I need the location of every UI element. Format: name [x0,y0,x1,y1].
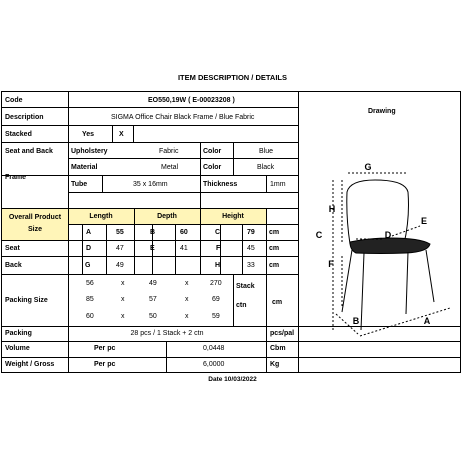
packing-label: Packing [5,330,32,337]
description-label: Description [5,114,44,121]
dim-f-letter: F [216,245,221,252]
dim-f-value: 45 [247,245,255,252]
chair-leg-front-left [342,250,352,312]
frame-label: Frame [5,174,27,181]
volume-value: 0,0448 [203,345,225,352]
pack-r2-x2: x [185,296,189,303]
drawing-letter-e: E [420,216,428,226]
overall-size-label-1: Overall Product [8,214,62,221]
pack-r1-x1: x [121,280,125,287]
upholstery-value: Fabric [159,148,179,155]
volume-unit: Cbm [270,345,286,352]
pack-r2-x1: x [121,296,125,303]
tube-value: 35 x 16mm [133,181,168,188]
overall-size-highlight [2,208,68,240]
pack-r3-c2: 50 [149,313,157,320]
dim-c-letter: C [215,229,221,236]
pack-r2-c3: 69 [212,296,220,303]
volume-per: Per pc [94,345,116,352]
drawing-letter-c: C [315,230,323,240]
dim-c-value: 79 [247,229,255,236]
dim-a-value: 55 [116,229,124,236]
pack-r3-c3: 59 [212,313,220,320]
dim-b-value: 60 [180,229,188,236]
thickness-value: 1mm [270,181,286,188]
code-label: Code [5,97,23,104]
dim-d-value: 47 [116,245,124,252]
pack-r3-c1: 60 [86,313,94,320]
pack-r1-c3: 270 [210,280,222,287]
packing-unit: pcs/pal [270,330,295,337]
dim-e-letter: E [150,245,155,252]
upholstery-label: Upholstery [71,148,108,155]
date-text: Date 10/03/2022 [208,376,257,383]
overall-size-label-2: Size [27,226,42,233]
dim-h-value: 33 [247,262,255,269]
pack-r3-x2: x [185,313,189,320]
dim-g-value: 49 [116,262,124,269]
drawing-letter-f: F [328,259,334,269]
pack-r1-c1: 56 [86,280,94,287]
chair-leg-front-right [361,253,364,330]
pack-r2-c1: 85 [86,296,94,303]
material-value: Metal [161,164,179,171]
back-unit: cm [269,262,280,269]
code-value: EO550,19W ( E-00023208 ) [148,97,235,104]
stacked-x: X [119,131,124,138]
dim-d-letter: D [86,245,92,252]
drawing-label: Drawing [368,108,396,115]
length-header: Length [89,213,113,220]
stacked-label: Stacked [5,131,32,138]
dim-e-value: 41 [180,245,188,252]
material-label: Material [71,164,98,171]
drawing-letter-d: D [384,230,392,240]
frame-color-value: Black [257,164,275,171]
volume-label: Volume [5,345,30,352]
seat-color-value: Blue [259,148,274,155]
chair-leg-back-right [426,250,434,302]
weight-per: Per pc [94,361,116,368]
overall-unit: cm [269,229,280,236]
pack-r2-c2: 57 [149,296,157,303]
frame-color-label: Color [203,164,222,171]
depth-header: Depth [157,213,177,220]
packing-size-unit: cm [272,299,283,306]
dim-h-letter: H [215,262,221,269]
stacked-yes: Yes [82,131,95,138]
thickness-label: Thickness [203,181,238,188]
seat-label: Seat [5,245,20,252]
page-title: ITEM DESCRIPTION / DETAILS [177,73,288,82]
tube-label: Tube [71,181,88,188]
drawing-letter-h: H [328,204,336,214]
chair-drawing [300,158,460,338]
spec-sheet [1,91,461,373]
ctn-label: ctn [236,302,247,309]
weight-unit: Kg [270,361,280,368]
seat-color-label: Color [203,148,222,155]
chair-seat [350,238,430,254]
back-label: Back [5,262,22,269]
dim-b-letter: B [150,229,156,236]
drawing-letter-g: G [364,162,372,172]
seat-back-label: Seat and Back [5,148,53,155]
weight-label: Weight / Gross [5,361,55,368]
stack-label: Stack [236,283,255,290]
weight-value: 6,0000 [203,361,225,368]
chair-leg-back-left [406,252,408,314]
seat-unit: cm [269,245,280,252]
dim-g-letter: G [85,262,91,269]
pack-r3-x1: x [121,313,125,320]
height-header: Height [222,213,244,220]
drawing-letter-b: B [352,316,360,326]
pack-r1-x2: x [185,280,189,287]
packing-size-label: Packing Size [5,297,48,304]
dim-a-letter: A [86,229,92,236]
packing-value: 28 pcs / 1 Stack + 2 ctn [130,330,204,337]
description-value: SIGMA Office Chair Black Frame / Blue Fabric [111,114,255,121]
pack-r1-c2: 49 [149,280,157,287]
drawing-letter-a: A [423,316,431,326]
